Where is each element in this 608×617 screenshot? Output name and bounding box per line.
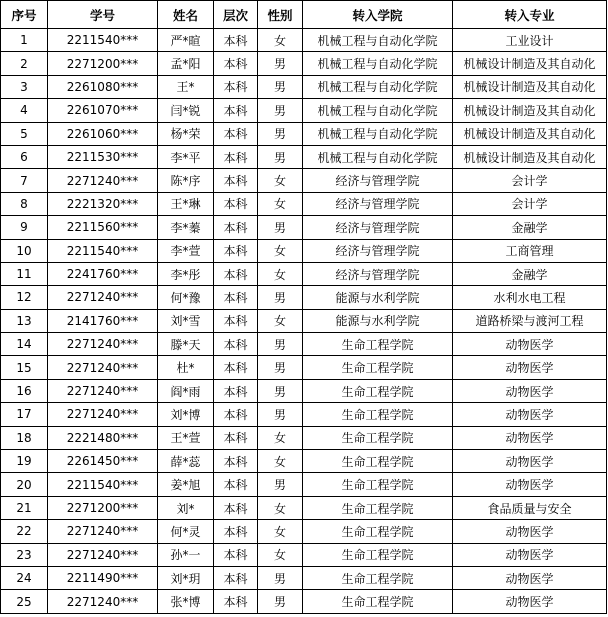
cell-index: 1 — [1, 29, 48, 52]
table-row — [1, 356, 607, 379]
table-row — [1, 333, 607, 356]
cell-student-id: 2271240*** — [48, 543, 158, 566]
cell-student-id: 2141760*** — [48, 309, 158, 332]
cell-college: 生命工程学院 — [303, 566, 453, 589]
header-gender: 性别 — [258, 1, 303, 29]
table-row — [1, 496, 607, 519]
cell-level: 本科 — [214, 566, 258, 589]
cell-level: 本科 — [214, 496, 258, 519]
cell-college: 生命工程学院 — [303, 543, 453, 566]
cell-level: 本科 — [214, 309, 258, 332]
cell-index: 10 — [1, 239, 48, 262]
cell-level: 本科 — [214, 75, 258, 98]
cell-college: 机械工程与自动化学院 — [303, 52, 453, 75]
cell-major: 食品质量与安全 — [453, 496, 607, 519]
cell-level: 本科 — [214, 473, 258, 496]
cell-index: 13 — [1, 309, 48, 332]
cell-level: 本科 — [214, 145, 258, 168]
cell-major: 动物医学 — [453, 333, 607, 356]
cell-college: 生命工程学院 — [303, 590, 453, 613]
cell-college: 经济与管理学院 — [303, 239, 453, 262]
cell-college: 生命工程学院 — [303, 473, 453, 496]
table-row — [1, 122, 607, 145]
cell-student-id: 2261070*** — [48, 99, 158, 122]
cell-index: 2 — [1, 52, 48, 75]
cell-college: 经济与管理学院 — [303, 192, 453, 215]
cell-college: 能源与水利学院 — [303, 286, 453, 309]
table-row — [1, 309, 607, 332]
table-row — [1, 262, 607, 285]
cell-major: 机械设计制造及其自动化 — [453, 122, 607, 145]
cell-student-id: 2221320*** — [48, 192, 158, 215]
cell-level: 本科 — [214, 333, 258, 356]
cell-student-id: 2271240*** — [48, 403, 158, 426]
cell-level: 本科 — [214, 543, 258, 566]
cell-gender: 男 — [258, 590, 303, 613]
cell-gender: 男 — [258, 566, 303, 589]
cell-student-id: 2211540*** — [48, 29, 158, 52]
cell-name: 薛*蕊 — [158, 450, 214, 473]
cell-index: 21 — [1, 496, 48, 519]
cell-student-id: 2271240*** — [48, 590, 158, 613]
table-row — [1, 169, 607, 192]
cell-gender: 女 — [258, 520, 303, 543]
header-index: 序号 — [1, 1, 48, 29]
cell-college: 生命工程学院 — [303, 403, 453, 426]
cell-index: 6 — [1, 145, 48, 168]
cell-gender: 男 — [258, 75, 303, 98]
cell-level: 本科 — [214, 239, 258, 262]
table-row — [1, 566, 607, 589]
table-row — [1, 543, 607, 566]
table-row — [1, 403, 607, 426]
cell-name: 王*琳 — [158, 192, 214, 215]
cell-student-id: 2211560*** — [48, 216, 158, 239]
cell-college: 机械工程与自动化学院 — [303, 122, 453, 145]
table-row — [1, 379, 607, 402]
cell-name: 杜* — [158, 356, 214, 379]
cell-name: 严*暄 — [158, 29, 214, 52]
cell-name: 张*博 — [158, 590, 214, 613]
cell-index: 14 — [1, 333, 48, 356]
cell-index: 9 — [1, 216, 48, 239]
cell-gender: 男 — [258, 403, 303, 426]
cell-major: 会计学 — [453, 169, 607, 192]
cell-level: 本科 — [214, 450, 258, 473]
cell-name: 刘* — [158, 496, 214, 519]
cell-college: 经济与管理学院 — [303, 216, 453, 239]
cell-college: 生命工程学院 — [303, 426, 453, 449]
cell-level: 本科 — [214, 426, 258, 449]
cell-index: 24 — [1, 566, 48, 589]
cell-gender: 女 — [258, 192, 303, 215]
table-row — [1, 75, 607, 98]
cell-student-id: 2271240*** — [48, 356, 158, 379]
cell-major: 会计学 — [453, 192, 607, 215]
table-body — [1, 29, 607, 614]
cell-name: 孙*一 — [158, 543, 214, 566]
cell-student-id: 2261450*** — [48, 450, 158, 473]
cell-college: 生命工程学院 — [303, 520, 453, 543]
cell-level: 本科 — [214, 192, 258, 215]
cell-major: 动物医学 — [453, 520, 607, 543]
cell-level: 本科 — [214, 590, 258, 613]
cell-index: 5 — [1, 122, 48, 145]
table-row — [1, 192, 607, 215]
cell-major: 工商管理 — [453, 239, 607, 262]
cell-name: 杨*荣 — [158, 122, 214, 145]
cell-student-id: 2261060*** — [48, 122, 158, 145]
cell-student-id: 2211490*** — [48, 566, 158, 589]
cell-level: 本科 — [214, 216, 258, 239]
header-student-id: 学号 — [48, 1, 158, 29]
cell-major: 道路桥梁与渡河工程 — [453, 309, 607, 332]
cell-level: 本科 — [214, 379, 258, 402]
cell-gender: 男 — [258, 52, 303, 75]
cell-index: 19 — [1, 450, 48, 473]
cell-name: 刘*博 — [158, 403, 214, 426]
cell-major: 动物医学 — [453, 543, 607, 566]
cell-student-id: 2271240*** — [48, 333, 158, 356]
cell-index: 15 — [1, 356, 48, 379]
cell-name: 李*萱 — [158, 239, 214, 262]
cell-index: 18 — [1, 426, 48, 449]
cell-level: 本科 — [214, 356, 258, 379]
cell-name: 阎*雨 — [158, 379, 214, 402]
cell-name: 李*平 — [158, 145, 214, 168]
cell-student-id: 2221480*** — [48, 426, 158, 449]
cell-level: 本科 — [214, 169, 258, 192]
cell-index: 12 — [1, 286, 48, 309]
cell-gender: 女 — [258, 309, 303, 332]
cell-gender: 男 — [258, 99, 303, 122]
cell-college: 机械工程与自动化学院 — [303, 29, 453, 52]
cell-name: 王*萱 — [158, 426, 214, 449]
table-row — [1, 29, 607, 52]
cell-college: 生命工程学院 — [303, 356, 453, 379]
cell-name: 李*彤 — [158, 262, 214, 285]
cell-name: 刘*雪 — [158, 309, 214, 332]
cell-college: 生命工程学院 — [303, 450, 453, 473]
cell-major: 动物医学 — [453, 403, 607, 426]
cell-student-id: 2271200*** — [48, 496, 158, 519]
cell-name: 闫*锐 — [158, 99, 214, 122]
cell-gender: 男 — [258, 473, 303, 496]
cell-index: 22 — [1, 520, 48, 543]
cell-index: 3 — [1, 75, 48, 98]
cell-student-id: 2211540*** — [48, 473, 158, 496]
cell-student-id: 2211540*** — [48, 239, 158, 262]
cell-college: 经济与管理学院 — [303, 169, 453, 192]
cell-gender: 男 — [258, 286, 303, 309]
cell-index: 23 — [1, 543, 48, 566]
cell-student-id: 2271240*** — [48, 379, 158, 402]
table-row — [1, 52, 607, 75]
cell-index: 11 — [1, 262, 48, 285]
cell-index: 8 — [1, 192, 48, 215]
cell-college: 经济与管理学院 — [303, 262, 453, 285]
cell-gender: 男 — [258, 333, 303, 356]
cell-major: 动物医学 — [453, 379, 607, 402]
cell-level: 本科 — [214, 403, 258, 426]
cell-major: 动物医学 — [453, 450, 607, 473]
cell-major: 动物医学 — [453, 426, 607, 449]
cell-name: 王* — [158, 75, 214, 98]
cell-gender: 男 — [258, 145, 303, 168]
cell-gender: 男 — [258, 216, 303, 239]
cell-index: 16 — [1, 379, 48, 402]
cell-gender: 男 — [258, 379, 303, 402]
cell-major: 机械设计制造及其自动化 — [453, 99, 607, 122]
cell-index: 7 — [1, 169, 48, 192]
cell-name: 姜*旭 — [158, 473, 214, 496]
header-major: 转入专业 — [453, 1, 607, 29]
cell-level: 本科 — [214, 520, 258, 543]
cell-gender: 女 — [258, 426, 303, 449]
cell-student-id: 2211530*** — [48, 145, 158, 168]
cell-major: 金融学 — [453, 216, 607, 239]
table-row — [1, 239, 607, 262]
cell-student-id: 2241760*** — [48, 262, 158, 285]
cell-level: 本科 — [214, 122, 258, 145]
cell-college: 生命工程学院 — [303, 379, 453, 402]
cell-name: 滕*天 — [158, 333, 214, 356]
cell-level: 本科 — [214, 262, 258, 285]
cell-major: 动物医学 — [453, 566, 607, 589]
cell-major: 工业设计 — [453, 29, 607, 52]
cell-index: 4 — [1, 99, 48, 122]
table-row — [1, 590, 607, 613]
cell-name: 李*蓁 — [158, 216, 214, 239]
cell-index: 25 — [1, 590, 48, 613]
cell-level: 本科 — [214, 99, 258, 122]
header-college: 转入学院 — [303, 1, 453, 29]
cell-gender: 女 — [258, 496, 303, 519]
table-row — [1, 99, 607, 122]
cell-major: 机械设计制造及其自动化 — [453, 145, 607, 168]
cell-college: 机械工程与自动化学院 — [303, 99, 453, 122]
cell-major: 机械设计制造及其自动化 — [453, 75, 607, 98]
cell-college: 能源与水利学院 — [303, 309, 453, 332]
cell-major: 金融学 — [453, 262, 607, 285]
cell-gender: 女 — [258, 239, 303, 262]
table-row — [1, 145, 607, 168]
header-level: 层次 — [214, 1, 258, 29]
cell-gender: 男 — [258, 356, 303, 379]
cell-student-id: 2271240*** — [48, 520, 158, 543]
cell-major: 动物医学 — [453, 473, 607, 496]
cell-name: 孟*阳 — [158, 52, 214, 75]
cell-gender: 女 — [258, 262, 303, 285]
cell-gender: 女 — [258, 543, 303, 566]
table-row — [1, 426, 607, 449]
cell-index: 20 — [1, 473, 48, 496]
cell-level: 本科 — [214, 52, 258, 75]
table-row — [1, 473, 607, 496]
cell-student-id: 2271240*** — [48, 169, 158, 192]
cell-major: 机械设计制造及其自动化 — [453, 52, 607, 75]
header-name: 姓名 — [158, 1, 214, 29]
cell-name: 陈*序 — [158, 169, 214, 192]
cell-college: 机械工程与自动化学院 — [303, 145, 453, 168]
cell-level: 本科 — [214, 29, 258, 52]
cell-level: 本科 — [214, 286, 258, 309]
cell-college: 生命工程学院 — [303, 496, 453, 519]
cell-major: 动物医学 — [453, 590, 607, 613]
table-row — [1, 520, 607, 543]
cell-name: 何*灵 — [158, 520, 214, 543]
header-row — [1, 1, 607, 29]
cell-major: 水利水电工程 — [453, 286, 607, 309]
table-row — [1, 286, 607, 309]
cell-college: 机械工程与自动化学院 — [303, 75, 453, 98]
cell-college: 生命工程学院 — [303, 333, 453, 356]
cell-student-id: 2261080*** — [48, 75, 158, 98]
cell-student-id: 2271200*** — [48, 52, 158, 75]
cell-name: 何*豫 — [158, 286, 214, 309]
table-row — [1, 450, 607, 473]
cell-major: 动物医学 — [453, 356, 607, 379]
cell-gender: 女 — [258, 169, 303, 192]
cell-gender: 男 — [258, 122, 303, 145]
cell-name: 刘*玥 — [158, 566, 214, 589]
cell-gender: 女 — [258, 29, 303, 52]
cell-gender: 女 — [258, 450, 303, 473]
cell-student-id: 2271240*** — [48, 286, 158, 309]
table-row — [1, 216, 607, 239]
cell-index: 17 — [1, 403, 48, 426]
